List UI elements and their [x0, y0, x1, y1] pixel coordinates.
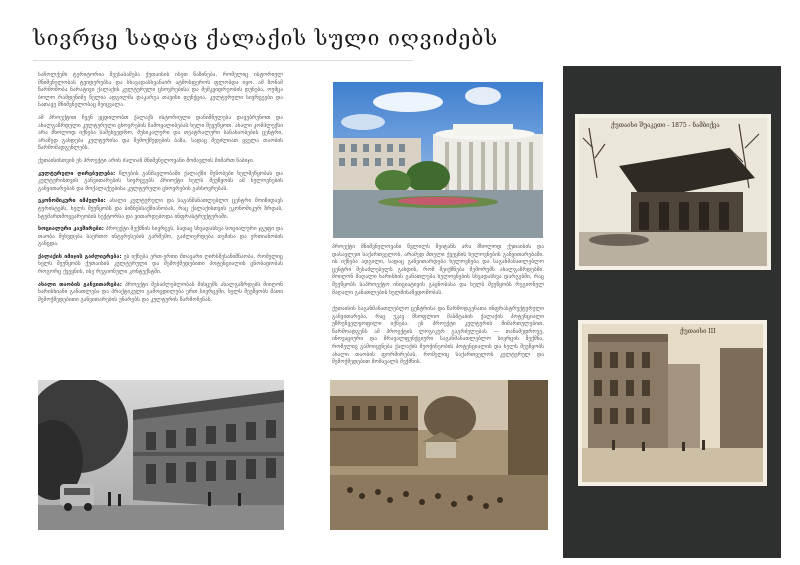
page-title: სივრცე სადაც ქალაქის სული იღვიძებს	[33, 26, 499, 50]
benefit-cultural-text: წლების განმავლობაში ქალაქში შენობები ხელშეწყობას და კულტურისთვის განვითარების სივრცეებს პრიოქტი ხელს შეუწყობს ამ ხელოვნების განვითარებას და მოქალაქეებისა კულტურული ცხოვრების გახსოვრებას.	[38, 170, 283, 192]
benefit-economic	[38, 198, 283, 221]
paragraph-2: ამ პროექტით ჩვენ ვცდილობთ ქალაქს ისტორიული დანიშნულება დავუბრუნოთ და ახალგაზრდული კულტურული ცხოვრების ჩამოყალიბებას ხელი შევუწყოთ. ახალი კომპლექსი არა მხოლოდ იქნება საშეხვედრო, მუსიკალური და თეატრალური სანახაობების ცენტრი, არამედ გახდება კულტურისა და შემოქმედების ბაზა, სადაც შეუძლიათ ყველა თაობის წარმომადგენლებს.	[38, 114, 283, 152]
benefit-cultural	[38, 171, 283, 194]
postcard-top-caption: ქუთაისი შუაკეთი - 1875 - ნამბიქვა	[611, 122, 720, 129]
benefit-cultural-label: კულტურული ღირებულება:	[38, 170, 116, 177]
theatre-building-photo	[333, 82, 543, 238]
middle-text-p1	[332, 244, 544, 297]
benefit-youth-text: პროექტი შესაძლებლობას მისცემს ახალგაზრდებს მიიღონ ხარისხიანი განათლება და პრაქტიკული გამოცდილება ერთ სივრცეში, ხელს შეუწყობს მათი შემოქმედებითი განვითარების უნარებს და კულტურის წარმოჩენას.	[38, 281, 283, 303]
benefit-image-text: ეს იქნება ერთ-ერთი მთავარი ღირსშესანიშნაობა, რომელიც ხელს შეუწყობს ქუთაისის კულტურული და შემოქმედებითი პოტენციალის ცნობადობას როგორც ქვეყნის, ისე რეგიონული კონტექსტში.	[38, 253, 283, 276]
theatre-building-photo-image	[333, 82, 543, 238]
benefit-social-label: სოციალური კავშირები:	[38, 226, 104, 233]
postcard-bottom-caption: ქუთაისი III	[680, 328, 716, 335]
historic-square-photo-image	[330, 380, 548, 530]
intro-paragraph: საჩოლქემი ტერიტორია შეესაბამება ქუთაისის ისეთ წაზინება, რომელიც ისტორიულ მნიშვნელობას ტვიდერებსა და სხავადასხვანაირ ატმოსფეროს ფლობდა იყო. ამ ზონამ წარმოშობა ნარატივი ქალაქის კულტურული ცხოვრებისა და მემკვიდრეობის დუნება, ოუმცა ბოლო რამდენიმე წელია ადგილმა დაკარგა თავისი ფუნქცია, კულტურული სივრცეები და სათავე მნიშვნელობაც შეიცვალა.	[38, 72, 283, 109]
benefit-image-label: ქალაქის იმიჯის გაძლიერება:	[38, 253, 122, 260]
middle-paragraph-1: პროექტი მნიშვნელოვანი წვლილს შეიტანს არა მხოლოდ ქუთაისის და დასავლეთ საქართველოს, არამედ მთელი ქვეყნის ხელოვნების განვითარებაში. ის იქნება ადგილი, სადაც განვითარდება ხელოვნება და საგანმანათლებლო ცენტრი შესაძლებელს გახდის, რომ შეიქმნება მემორუმს ახალგაზრდებში. მოიღონ მაღალი ხარისხის განათლება ხელოვნების სხვადასხვა დარგებში, რაც შეუწყობს საპროექტო ინიციატივის გაცნობასა და ხელს შეუწყობს რეგიონულ მაღალი განათლების ხელმისაწვდომობას.	[332, 244, 544, 296]
benefit-social	[38, 226, 283, 249]
historic-street-photo-image	[38, 380, 284, 530]
historic-street-photo	[38, 380, 284, 530]
postcard-bottom	[578, 320, 767, 486]
title-divider	[33, 60, 413, 61]
historic-square-photo	[330, 380, 548, 530]
benefit-social-text: პროექტი შექმნის სივრცეს, სადაც სხვადასხვა სოციალური ჯგუფი და თაობა შეხვდება საერთო ინტერესების გარშემო, გაძლიერდება თემისა და ერთიანობის განცდა.	[38, 226, 284, 248]
benefit-youth	[38, 282, 283, 305]
benefit-economic-text: ახალი კულტურული და საგანმანათლებლო ცენტრი მოიზიდავს ტურისტებს, ხელს შეუწყობს და ბიზნესსაქმიანობას, რაც ქალაქისთვის ეკონომიკურ ზრდას, სტუმართმოყვარეობის სექტორსა და ვითარდებოდა ინფრასტრუქტურაში.	[38, 198, 283, 220]
left-text-column	[38, 72, 283, 309]
middle-paragraph-2: ქუთაისის საგანმანათლებლო ცენტრისა და წარმოდგენათა ინფრასტრუქტურული განვითარება, რაც უკავ მსოფლიო მასშტაბის ქალაქის პოტენციალი უზრუნველყოფილი იქნება. ეს პროექტი კულტურის მიმართულებით, წარმოადგენს ამ პროექტის ლოგიკურ გაგრძელებას — თანამედროვე, ინოვაციური და მრავალფუნქციური საგანმანათლებლო სივრცის შექმნა, რომელიც გამოიყენება ქალაქის მეოჭინეობის პოტენციალის და ხელს შეუწყობს ახალი თაობის ფორმირებას, რომელიც საქართველოს კულტურულ და შემოქმედებით მომავალს შექმნის.	[332, 306, 544, 366]
benefit-economic-label: ეკონომიკური იმპულსი:	[38, 198, 106, 205]
postcard-top-image	[579, 118, 767, 266]
benefit-youth-label: ახალი თაობის განვითარება:	[38, 281, 122, 288]
paragraph-3: ქუთაისისთვის ეს პროექტი არის ძალიან მნიშვნელოვანი მომავლის მიმართ ნაბიჯი.	[38, 157, 255, 164]
middle-text-p2	[332, 306, 544, 367]
benefit-image	[38, 254, 283, 277]
postcard-bottom-image	[582, 324, 763, 482]
postcard-top	[575, 114, 771, 270]
